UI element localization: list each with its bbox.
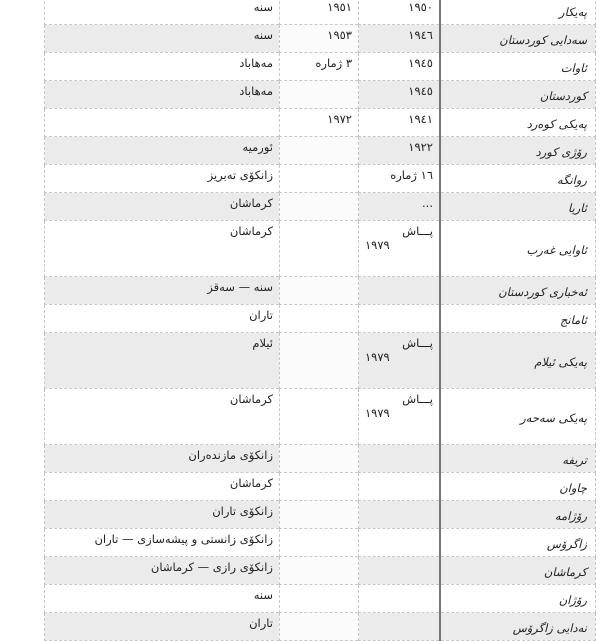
end-date-cell — [280, 277, 359, 305]
location-cell — [45, 109, 280, 137]
publication-title: ئاریا — [440, 193, 596, 221]
location-cell: سنە — [45, 585, 280, 613]
publications-table — [44, 0, 596, 641]
location-cell: زانکۆی تەبریز — [45, 165, 280, 193]
publication-title: چاوان — [440, 473, 596, 501]
table-row — [45, 557, 596, 585]
start-date-cell: ١٩٤١ — [359, 109, 441, 137]
table-row — [45, 25, 596, 53]
location-cell: سنە — سەقز — [45, 277, 280, 305]
table-row — [45, 501, 596, 529]
start-date-cell: ١٩٢٢ — [359, 137, 441, 165]
location-cell: کرماشان — [45, 389, 280, 445]
start-date-cell — [359, 445, 441, 473]
start-date-prefix: پـــاش — [402, 392, 433, 406]
location-cell: زانکۆی مازندەران — [45, 445, 280, 473]
table-row — [45, 473, 596, 501]
table-row — [45, 333, 596, 389]
end-date-cell — [280, 193, 359, 221]
start-date-year: ١٩٧٩ — [365, 350, 390, 364]
publication-title: پەیکی سەحەر — [440, 389, 596, 445]
end-date-cell — [280, 81, 359, 109]
publication-title: پەیکی ئیلام — [440, 333, 596, 389]
end-date-cell: ١٩٧٢ — [280, 109, 359, 137]
end-date-cell — [280, 473, 359, 501]
start-date-prefix: پـــاش — [402, 224, 433, 238]
end-date-cell — [280, 445, 359, 473]
start-date-cell — [359, 333, 441, 389]
location-cell: سنە — [45, 25, 280, 53]
location-cell: زانکۆی تاران — [45, 501, 280, 529]
location-cell: کرماشان — [45, 473, 280, 501]
table-row — [45, 529, 596, 557]
table-row — [45, 193, 596, 221]
table-row — [45, 277, 596, 305]
start-date-cell: ... — [359, 193, 441, 221]
end-date-cell — [280, 529, 359, 557]
table-row — [45, 613, 596, 641]
publication-title: کوردستان — [440, 81, 596, 109]
end-date-cell — [280, 221, 359, 277]
table-row — [45, 165, 596, 193]
table-row — [45, 53, 596, 81]
end-date-cell — [280, 137, 359, 165]
location-cell: تاران — [45, 305, 280, 333]
start-date-cell: ١٩٤٦ — [359, 25, 441, 53]
table-row — [45, 109, 596, 137]
table-row — [45, 305, 596, 333]
end-date-cell — [280, 305, 359, 333]
start-date-cell — [359, 501, 441, 529]
start-date-cell — [359, 473, 441, 501]
publication-title: ئەخباری کوردستان — [440, 277, 596, 305]
location-cell: تاران — [45, 613, 280, 641]
end-date-cell — [280, 501, 359, 529]
table-row — [45, 0, 596, 25]
publication-title: رۆژی کورد — [440, 137, 596, 165]
location-cell: مەهاباد — [45, 81, 280, 109]
table-body — [45, 0, 596, 641]
end-date-cell: ٣ ژمارە — [280, 53, 359, 81]
table-row — [45, 221, 596, 277]
start-date-cell: ١٦ ژمارە — [359, 165, 441, 193]
publication-title: ئاوایی غەرب — [440, 221, 596, 277]
location-cell: سنە — [45, 0, 280, 25]
location-cell: مەهاباد — [45, 53, 280, 81]
start-date-cell: ١٩٤٥ — [359, 81, 441, 109]
location-cell: ئیلام — [45, 333, 280, 389]
start-date-cell — [359, 389, 441, 445]
end-date-cell: ١٩٥١ — [280, 0, 359, 25]
start-date-year: ١٩٧٩ — [365, 406, 390, 420]
publication-title: سەدایی کوردستان — [440, 25, 596, 53]
start-date-year: ١٩٧٩ — [365, 238, 390, 252]
start-date-cell — [359, 221, 441, 277]
publication-title: کرماشان — [440, 557, 596, 585]
start-date-cell: ١٩٥٠ — [359, 0, 441, 25]
table-row — [45, 137, 596, 165]
start-date-cell — [359, 557, 441, 585]
end-date-cell — [280, 585, 359, 613]
publication-title: رۆژامە — [440, 501, 596, 529]
end-date-cell: ١٩٥٣ — [280, 25, 359, 53]
start-date-cell — [359, 613, 441, 641]
location-cell: زانکۆی زانستی و پیشەسازی — تاران — [45, 529, 280, 557]
location-cell: زانکۆی رازی — کرماشان — [45, 557, 280, 585]
table-row — [45, 445, 596, 473]
publication-title: ئاوات — [440, 53, 596, 81]
end-date-cell — [280, 389, 359, 445]
start-date-cell — [359, 585, 441, 613]
end-date-cell — [280, 557, 359, 585]
start-date-cell — [359, 277, 441, 305]
start-date-cell — [359, 529, 441, 557]
publication-title: رۆژان — [440, 585, 596, 613]
location-cell: کرماشان — [45, 193, 280, 221]
table-row — [45, 585, 596, 613]
publication-title: زاگرۆس — [440, 529, 596, 557]
start-date-prefix: پـــاش — [402, 336, 433, 350]
publication-title: نەدایی زاگرۆس — [440, 613, 596, 641]
publication-title: ئامانج — [440, 305, 596, 333]
start-date-cell: ١٩٤٥ — [359, 53, 441, 81]
start-date-cell — [359, 305, 441, 333]
publication-title: روانگە — [440, 165, 596, 193]
location-cell: کرماشان — [45, 221, 280, 277]
end-date-cell — [280, 165, 359, 193]
location-cell: ئورمیە — [45, 137, 280, 165]
end-date-cell — [280, 333, 359, 389]
publication-title: تریفە — [440, 445, 596, 473]
publication-title: پەیکی کوەرد — [440, 109, 596, 137]
end-date-cell — [280, 613, 359, 641]
table-row — [45, 389, 596, 445]
publication-title: پەیکار — [440, 0, 596, 25]
table-row — [45, 81, 596, 109]
